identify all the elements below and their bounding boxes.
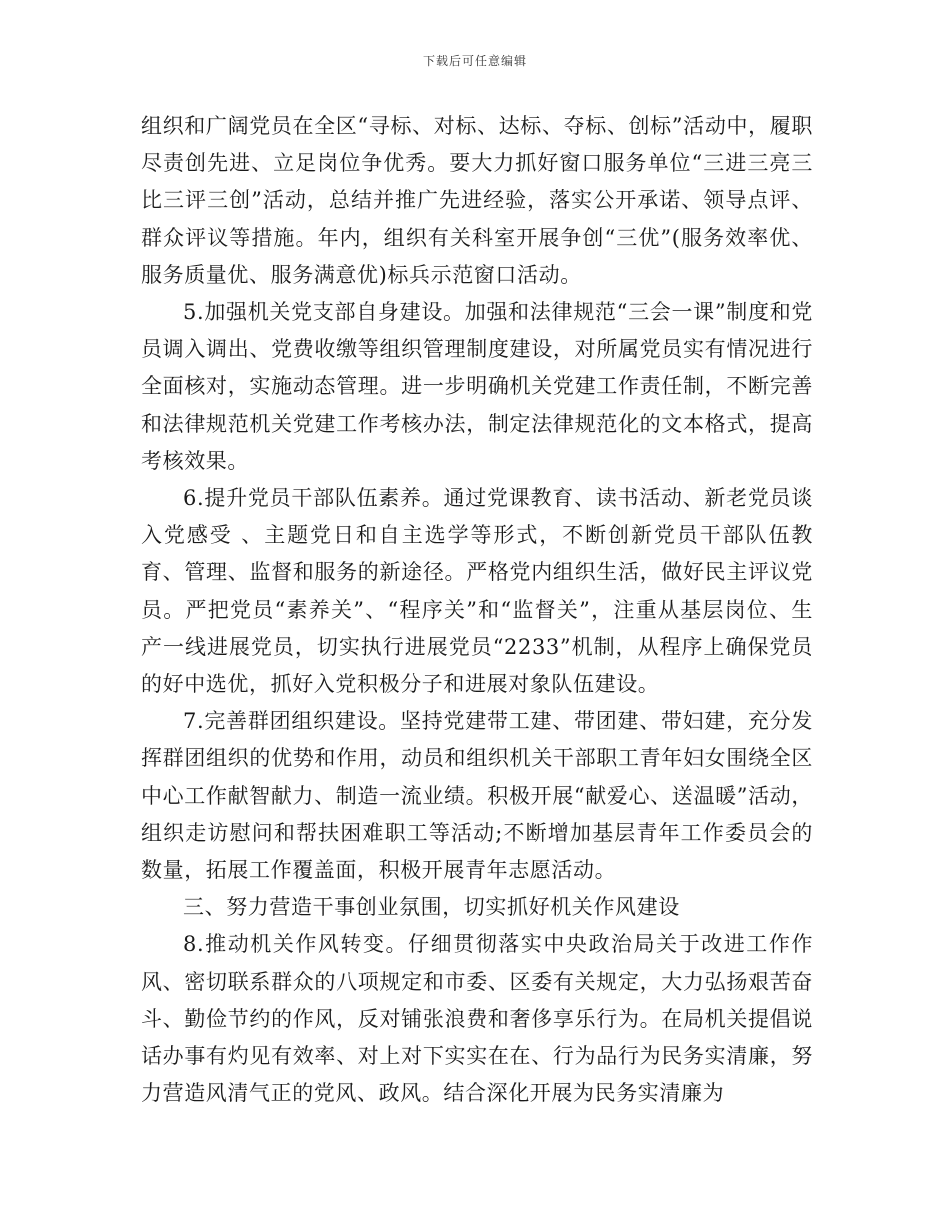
page-header: 下载后可任意编辑 bbox=[422, 54, 527, 68]
paragraph-5-party-branch: 5.加强机关党支部自身建设。加强和法律规范“三会一课”制度和党员调入调出、党费收缴等组织管理制度建设，对所属党员实有情况进行全面核对，实施动态管理。进一步明确机关党建工作责任制，不断完善和法律规范机关党建工作考核办法，制定法律规范化的文本格式，提高考核效果。 bbox=[141, 300, 813, 473]
section-heading-3: 三、努力营造干事创业氛围，切实抓好机关作风建设 bbox=[183, 895, 680, 920]
paragraph-organization-activities: 组织和广阔党员在全区“寻标、对标、达标、夺标、创标”活动中，履职尽责创先进、立足岗位争优秀。要大力抓好窗口服务单位“三进三亮三比三评三创”活动，总结并推广先进经验，落实公开承诺、领导点评、群众评议等措施。年内，组织有关科室开展争创“三优”(服务效率优、服务质量优、服务满意优)标兵示范窗口活动。 bbox=[141, 114, 813, 287]
paragraph-7-mass-organizations: 7.完善群团组织建设。坚持党建带工建、带团建、带妇建，充分发挥群团组织的优势和作用，动员和组织机关干部职工青年妇女围绕全区中心工作献智献力、制造一流业绩。积极开展“献爱心、送温暖”活动，组织走访慰问和帮扶困难职工等活动;不断增加基层青年工作委员会的数量，拓展工作覆盖面，积极开展青年志愿活动。 bbox=[141, 709, 813, 883]
paragraph-8-work-style: 8.推动机关作风转变。仔细贯彻落实中央政治局关于改进工作作风、密切联系群众的八项规定和市委、区委有关规定，大力弘扬艰苦奋斗、勤俭节约的作风，反对铺张浪费和奢侈享乐行为。在局机关提倡说话办事有灼见有效率、对上对下实实在在、行为品行为民务实清廉，努力营造风清气正的党风、政风。结合深化开展为民务实清廉为 bbox=[141, 932, 813, 1106]
paragraph-6-cadre-quality: 6.提升党员干部队伍素养。通过党课教育、读书活动、新老党员谈入党感受 、主题党日和自主选学等形式，不断创新党员干部队伍教育、管理、监督和服务的新途径。严格党内组织生活，做好民主评议党员。严把党员“素养关”、“程序关”和“监督关”，注重从基层岗位、生产一线进展党员，切实执行进展党员“2233”机制，从程序上确保党员的好中选优，抓好入党积极分子和进展对象队伍建设。 bbox=[141, 486, 813, 697]
document-body bbox=[141, 108, 813, 1112]
